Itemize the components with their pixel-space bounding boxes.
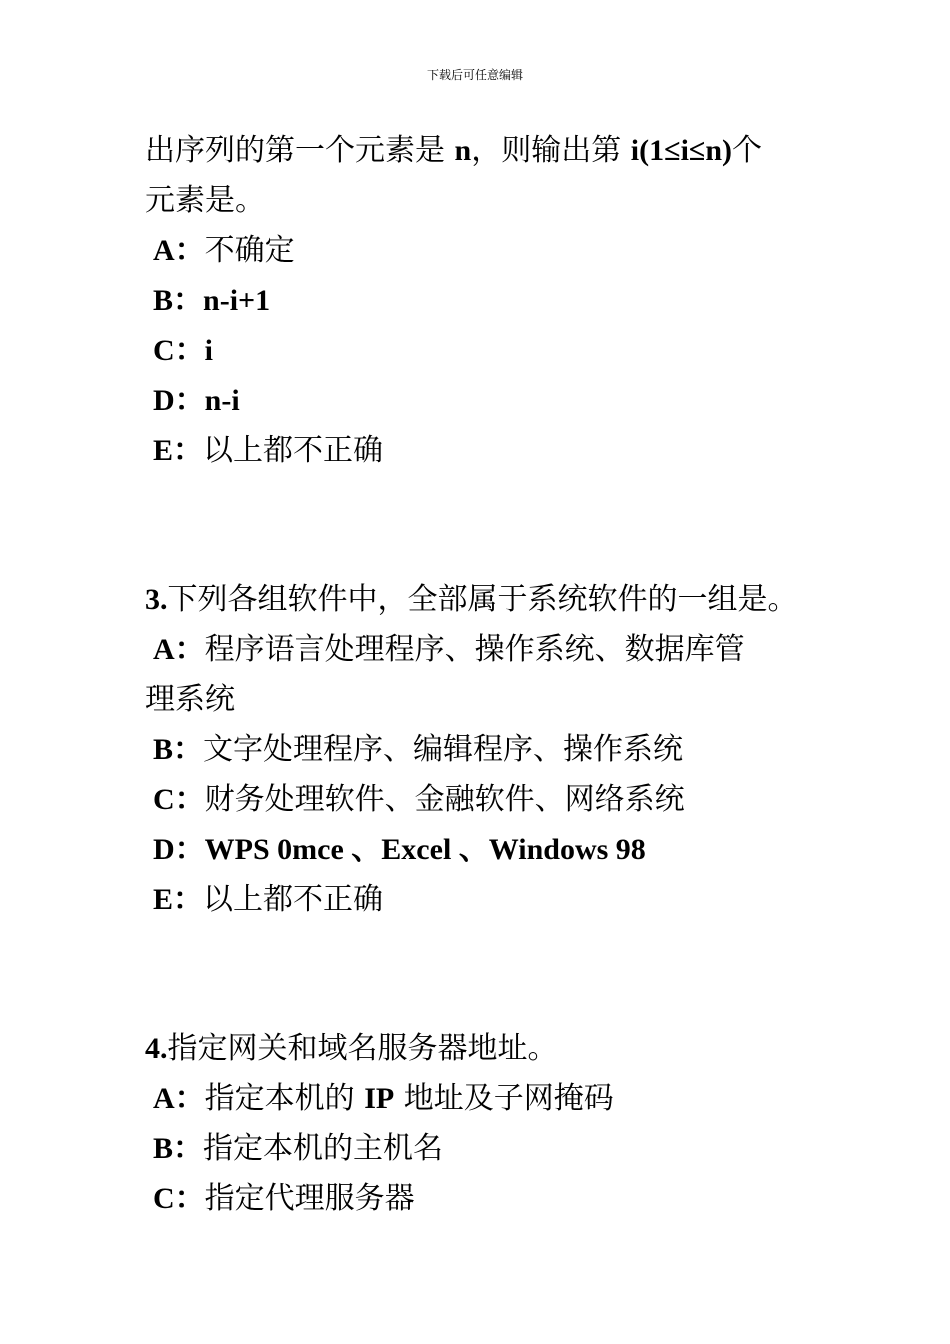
option-label: A： <box>153 234 205 267</box>
q2-stem-i: i(1≤i≤n) <box>630 134 733 167</box>
q3-option-a-continuation: 理系统 <box>145 682 235 717</box>
option-text: 指定代理服务器 <box>204 1181 415 1216</box>
q2-stem-line2: 元素是。 <box>145 183 265 218</box>
option-text: 财务处理软件、金融软件、网络系统 <box>204 782 685 817</box>
q4-stem-text: 指定网关和域名服务器地址。 <box>167 1031 558 1066</box>
q3-option-a <box>145 625 825 675</box>
q2-stem-part3: 个 <box>732 133 763 168</box>
q2-option-e <box>145 426 825 476</box>
option-text-part1: 指定本机的 <box>204 1081 365 1116</box>
q2-stem-n: n <box>454 134 472 167</box>
option-text: 以上都不正确 <box>203 882 384 917</box>
q3-stem-text: 下列各组软件中，全部属于系统软件的一组是。 <box>167 582 798 617</box>
q2-stem-part2: ，则输出第 <box>471 133 631 168</box>
page-header: 下载后可任意编辑 <box>426 68 523 82</box>
q4-option-b <box>145 1124 825 1174</box>
option-text: WPS 0mce 、Excel 、Windows 98 <box>204 833 646 866</box>
option-label: E： <box>153 883 204 916</box>
section-gap <box>145 476 825 575</box>
section-gap <box>145 925 825 1024</box>
q2-stem-part1: 出序列的第一个元素是 <box>145 133 455 168</box>
q2-option-d <box>145 376 825 426</box>
option-label: E： <box>153 434 204 467</box>
option-label: C： <box>153 334 205 367</box>
option-label: A： <box>153 1082 205 1115</box>
option-text: 程序语言处理程序、操作系统、数据库管 <box>204 632 745 667</box>
option-text: i <box>204 334 214 367</box>
q4-number: 4. <box>145 1032 168 1065</box>
q2-option-b <box>145 276 825 326</box>
option-text: n-i+1 <box>203 284 271 317</box>
option-text: n-i <box>204 384 240 417</box>
q3-number: 3. <box>145 583 168 616</box>
option-label: D： <box>153 384 205 417</box>
option-label: C： <box>153 1182 205 1215</box>
option-text: 指定本机的主机名 <box>203 1131 444 1166</box>
q2-option-c <box>145 326 825 376</box>
option-label: B： <box>153 284 204 317</box>
option-text-part2: 地址及子网掩码 <box>394 1081 614 1116</box>
q4-stem <box>145 1024 825 1074</box>
q3-stem <box>145 575 825 625</box>
q3-option-d <box>145 825 825 875</box>
option-text: 文字处理程序、编辑程序、操作系统 <box>203 732 684 767</box>
option-label: B： <box>153 1132 204 1165</box>
option-text: 以上都不正确 <box>203 433 384 468</box>
q2-stem-line1 <box>145 126 825 176</box>
q3-option-e <box>145 875 825 925</box>
option-text-ip: IP <box>364 1082 395 1115</box>
option-text: 不确定 <box>204 233 295 268</box>
option-label: D： <box>153 833 205 866</box>
option-label: B： <box>153 733 204 766</box>
q3-option-c <box>145 775 825 825</box>
option-label: C： <box>153 783 205 816</box>
option-label: A： <box>153 633 205 666</box>
q2-option-a <box>145 226 825 276</box>
q4-option-a <box>145 1074 825 1124</box>
q4-option-c <box>145 1174 825 1224</box>
q3-option-b <box>145 725 825 775</box>
document-body <box>145 126 825 1224</box>
